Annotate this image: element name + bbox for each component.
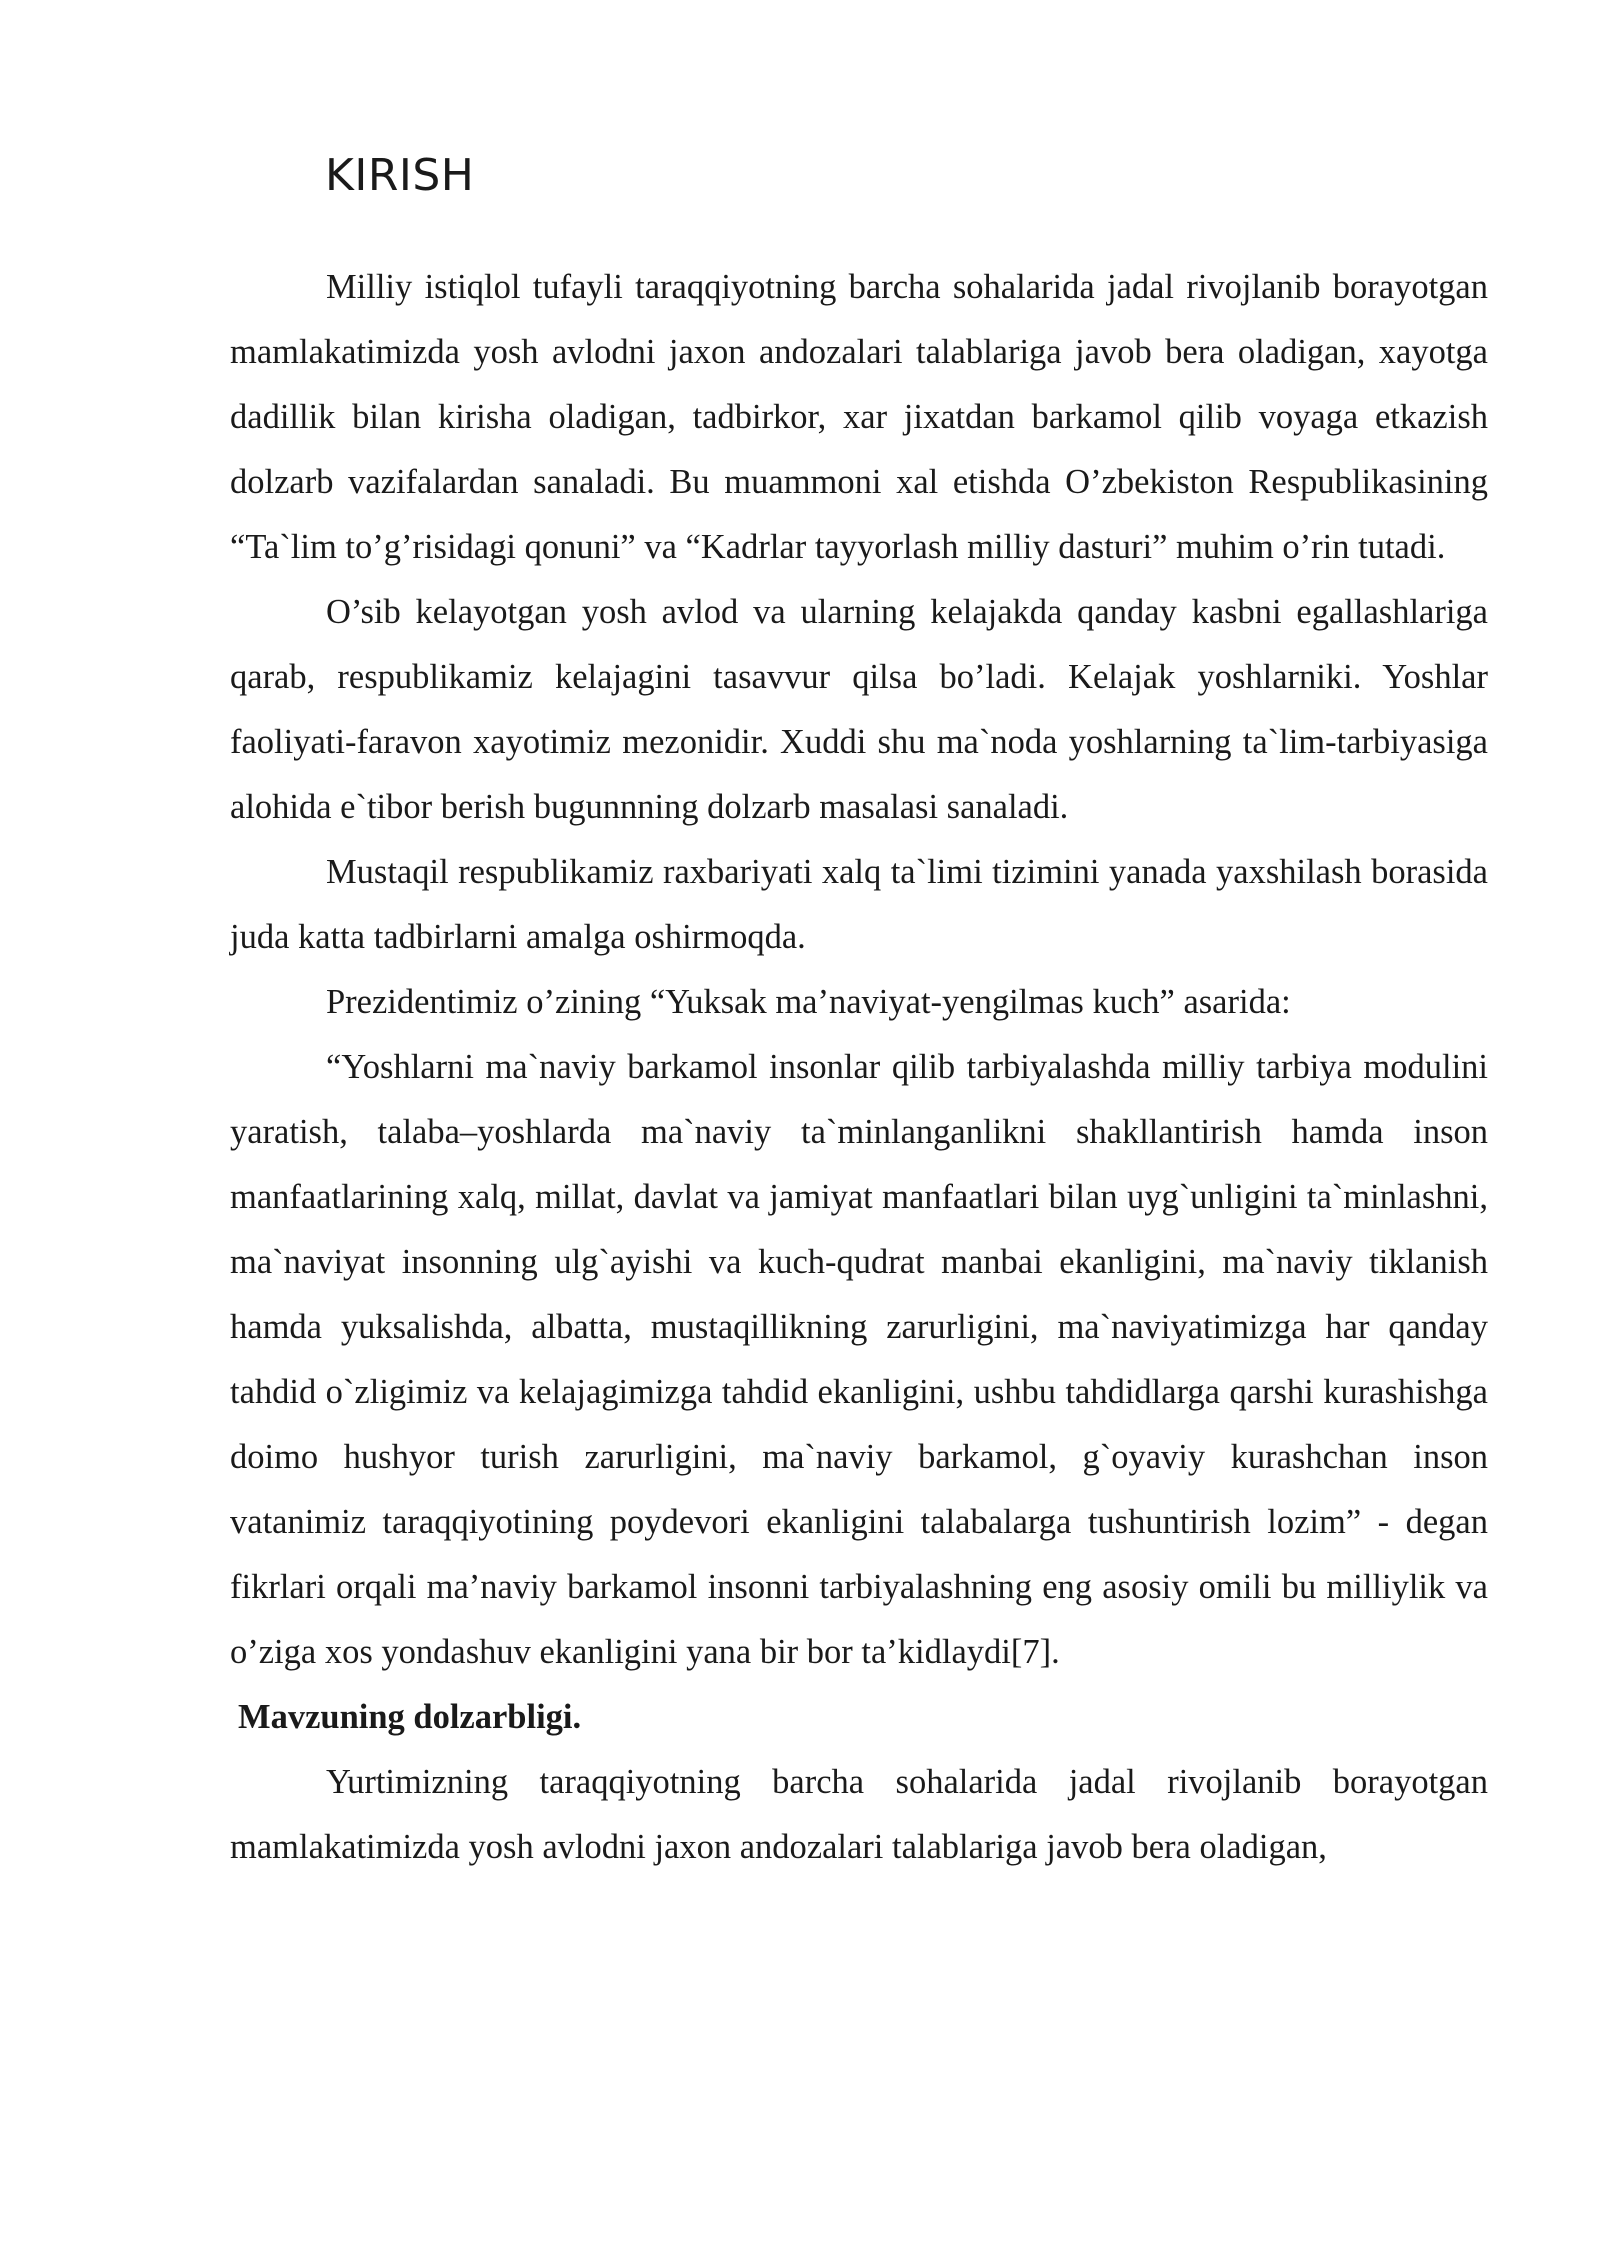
page-heading: KIRISH <box>325 150 475 201</box>
document-page <box>230 150 1488 1880</box>
document-body <box>230 255 1488 1880</box>
paragraph-quote: “Yoshlarni ma`naviy barkamol insonlar qilib tarbiyalashda milliy tarbiya modulini yaratish, talaba–yoshlarda ma`naviy ta`minlanganlikni shakllantirish hamda inson manfaatlarining xalq, millat, davlat va jamiyat manfaatlari bilan uyg`unligini ta`minlashni, ma`naviyat insonning ulg`ayishi va kuch-qudrat manbai ekanligini, ma`naviy tiklanish hamda yuksalishda, albatta, mustaqillikning zarurligini, ma`naviyatimizga har qanday tahdid o`zligimiz va kelajagimizga tahdid ekanligini, ushbu tahdidlarga qarshi kurashishga doimo hushyor turish zarurligini, ma`naviy barkamol, g`oyaviy kurashchan inson vatanimiz taraqqiyotining poydevori ekanligini talabalarga tushuntirish lozim” - degan fikrlari orqali ma’naviy barkamol insonni tarbiyalashning eng asosiy omili bu milliylik va o’ziga xos yondashuv ekanligini yana bir bor ta’kidlaydi[7]. <box>230 1047 1488 1671</box>
section-subheading: Mavzuning dolzarbligi. <box>238 1697 582 1736</box>
paragraph-intro: Milliy istiqlol tufayli taraqqiyotning barcha sohalarida jadal rivojlanib borayotgan mamlakatimizda yosh avlodni jaxon andozalari talablariga javob bera oladigan, xayotga dadillik bilan kirisha oladigan, tadbirkor, xar jixatdan barkamol qilib voyaga etkazish dolzarb vazifalardan sanaladi. Bu muammoni xal etishda O’zbekiston Respublikasining “Ta`lim to’g’risidagi qonuni” va “Kadrlar tayyorlash milliy dasturi” muhim o’rin tutadi. <box>230 267 1488 566</box>
paragraph-relevance: Yurtimizning taraqqiyotning barcha sohalarida jadal rivojlanib borayotgan mamlakatimizda yosh avlodni jaxon andozalari talablariga javob bera oladigan, <box>230 1762 1488 1866</box>
paragraph-president: Prezidentimiz o’zining “Yuksak ma’naviyat-yengilmas kuch” asarida: <box>326 982 1291 1021</box>
paragraph-leadership: Mustaqil respublikamiz raxbariyati xalq ta`limi tizimini yanada yaxshilash borasida juda katta tadbirlarni amalga oshirmoqda. <box>230 852 1488 956</box>
paragraph-youth: O’sib kelayotgan yosh avlod va ularning kelajakda qanday kasbni egallashlariga qarab, respublikamiz kelajagini tasavvur qilsa bo’ladi. Kelajak yoshlarniki. Yoshlar faoliyati-faravon xayotimiz mezonidir. Xuddi shu ma`noda yoshlarning ta`lim-tarbiyasiga alohida e`tibor berish bugunnning dolzarb masalasi sanaladi. <box>230 592 1488 826</box>
